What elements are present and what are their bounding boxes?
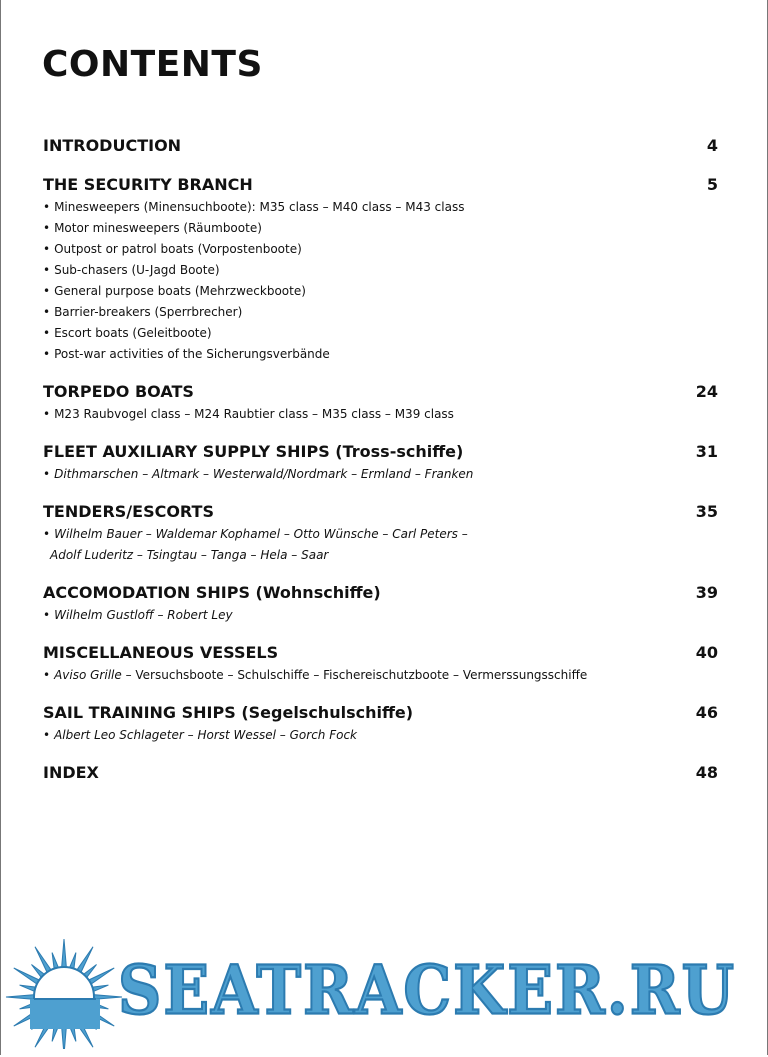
section-page: 24 [695,382,718,401]
sun-ray [61,939,66,969]
watermark [0,935,768,1050]
list-item: • Motor minesweepers (Räumboote) [43,221,262,235]
list-item: • Escort boats (Geleitboote) [43,326,212,340]
section-title[interactable]: INDEX [43,763,99,782]
section-title[interactable]: FLEET AUXILIARY SUPPLY SHIPS (Tross-schiffe) [43,442,464,461]
toc-section-fleet-auxiliary[interactable] [43,442,718,485]
section-page: 31 [695,442,718,461]
list-item: • Aviso Grille – Versuchsboote – Schulschiffe – Fischereischutzboote – Vermerssungsschiffe [43,668,588,682]
section-title[interactable]: TORPEDO BOATS [43,382,194,401]
section-page: 35 [695,502,718,521]
toc-section-torpedo-boats[interactable] [43,382,718,425]
toc-section-miscellaneous-vessels[interactable] [43,643,718,686]
section-page: 39 [695,583,718,602]
list-item: • Barrier-breakers (Sperrbrecher) [43,305,243,319]
list-item: • Sub-chasers (U-Jagd Boote) [43,263,220,277]
list-item: • Minesweepers (Minensuchboote): M35 class – M40 class – M43 class [43,200,465,214]
list-item: • Post-war activities of the Sicherungsverbände [43,347,330,361]
list-item-continuation: Adolf Luderitz – Tsingtau – Tanga – Hela – Saar [50,548,329,562]
section-title[interactable]: INTRODUCTION [43,136,182,155]
section-title[interactable]: THE SECURITY BRANCH [43,175,253,194]
page-title: CONTENTS [42,44,263,85]
toc-section-security-branch[interactable] [43,175,718,365]
toc-section-index[interactable] [43,763,718,783]
section-page: 48 [695,763,718,782]
section-page: 40 [695,643,718,662]
section-title[interactable]: SAIL TRAINING SHIPS (Segelschulschiffe) [43,703,414,722]
watermark-text: SEATRACKER.RU [118,951,736,1031]
section-title[interactable]: MISCELLANEOUS VESSELS [43,643,279,662]
list-item: • Wilhelm Bauer – Waldemar Kophamel – Otto Wünsche – Carl Peters – [43,527,468,541]
list-item: • Outpost or patrol boats (Vorpostenboote) [43,242,302,256]
toc-section-accomodation-ships[interactable] [43,583,718,626]
toc-section-tenders-escorts[interactable] [43,502,718,566]
list-item: • Dithmarschen – Altmark – Westerwald/Nordmark – Ermland – Franken [43,467,474,481]
toc-section-sail-training-ships[interactable] [43,703,718,746]
section-page: 4 [706,136,718,155]
section-page: 5 [706,175,718,194]
list-item: • General purpose boats (Mehrzweckboote) [43,284,306,298]
section-title[interactable]: ACCOMODATION SHIPS (Wohnschiffe) [43,583,381,602]
list-item: • Albert Leo Schlageter – Horst Wessel – Gorch Fock [43,728,358,742]
section-title[interactable]: TENDERS/ESCORTS [43,502,214,521]
sun-ray [6,994,36,999]
section-page: 46 [695,703,718,722]
sun-logo-icon [4,939,128,1049]
toc-section-introduction[interactable] [43,136,718,156]
list-item: • M23 Raubvogel class – M24 Raubtier class – M35 class – M39 class [43,407,454,421]
list-item: • Wilhelm Gustloff – Robert Ley [43,608,233,622]
